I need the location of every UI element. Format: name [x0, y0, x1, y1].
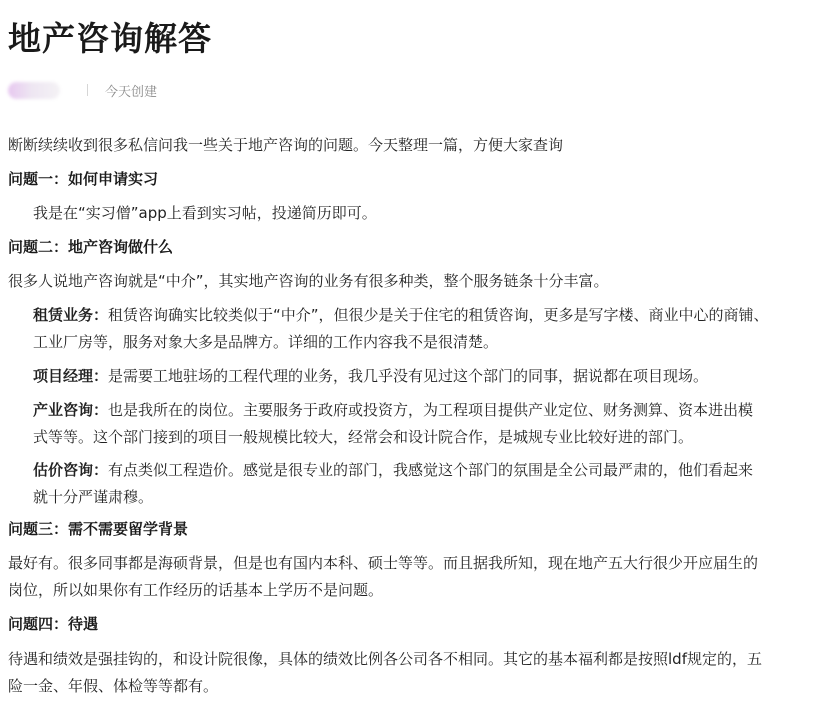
intro-paragraph: 断断续续收到很多私信问我一些关于地产咨询的问题。今天整理一篇，方便大家查询	[8, 136, 564, 154]
q2-item-project-manager	[33, 363, 708, 390]
q1-heading: 问题一：如何申请实习	[8, 170, 159, 188]
q4-answer-line2: 险一金、年假、体检等等都有。	[8, 677, 219, 695]
item-label: 项目经理：	[33, 367, 109, 385]
item-label: 租赁业务：	[33, 306, 109, 324]
meta-divider	[87, 84, 88, 96]
article-meta	[8, 79, 157, 101]
item-text: 是需要工地驻场的工程代理的业务，我几乎没有见过这个部门的同事，据说都在项目现场。	[108, 367, 709, 385]
item-label: 估价咨询：	[33, 461, 109, 479]
q2-item-valuation-cont: 就十分严谨肃穆。	[33, 488, 154, 506]
q2-item-valuation	[33, 457, 753, 484]
author-avatar[interactable]	[8, 82, 60, 99]
q2-item-leasing-cont: 工业厂房等，服务对象大多是品牌方。详细的工作内容我不是很清楚。	[33, 333, 499, 351]
q4-answer-line1: 待遇和绩效是强挂钩的，和设计院很像，具体的绩效比例各公司各不相同。其它的基本福利都是按照ldf规定的，五	[8, 650, 762, 668]
q3-answer-line2: 岗位，所以如果你有工作经历的话基本上学历不是问题。	[8, 581, 384, 599]
item-label: 产业咨询：	[33, 401, 109, 419]
q4-heading: 问题四：待遇	[8, 615, 99, 633]
q2-answer: 很多人说地产咨询就是“中介”，其实地产咨询的业务有很多种类，整个服务链条十分丰富。	[8, 272, 609, 290]
q2-item-industry-cont: 式等等。这个部门接到的项目一般规模比较大，经常会和设计院合作，是城规专业比较好进的部门。	[33, 428, 694, 446]
article-title: 地产咨询解答	[8, 19, 212, 58]
q1-answer: 我是在“实习僧”app上看到实习帖，投递简历即可。	[33, 204, 377, 222]
item-text: 有点类似工程造价。感觉是很专业的部门，我感觉这个部门的氛围是全公司最严肃的，他们看起来	[108, 461, 754, 479]
item-text: 租赁咨询确实比较类似于“中介”，但很少是关于住宅的租赁咨询，更多是写字楼、商业中心的商铺、	[108, 306, 769, 324]
q2-item-leasing	[33, 302, 769, 329]
item-text: 也是我所在的岗位。主要服务于政府或投资方，为工程项目提供产业定位、财务测算、资本进出模	[108, 401, 754, 419]
q2-item-industry	[33, 397, 753, 424]
q3-answer-line1: 最好有。很多同事都是海硕背景，但是也有国内本科、硕士等等。而且据我所知，现在地产五大行很少开应届生的	[8, 554, 759, 572]
q3-heading: 问题三：需不需要留学背景	[8, 520, 189, 538]
q2-heading: 问题二：地产咨询做什么	[8, 238, 174, 256]
created-time: 今天创建	[105, 84, 158, 100]
